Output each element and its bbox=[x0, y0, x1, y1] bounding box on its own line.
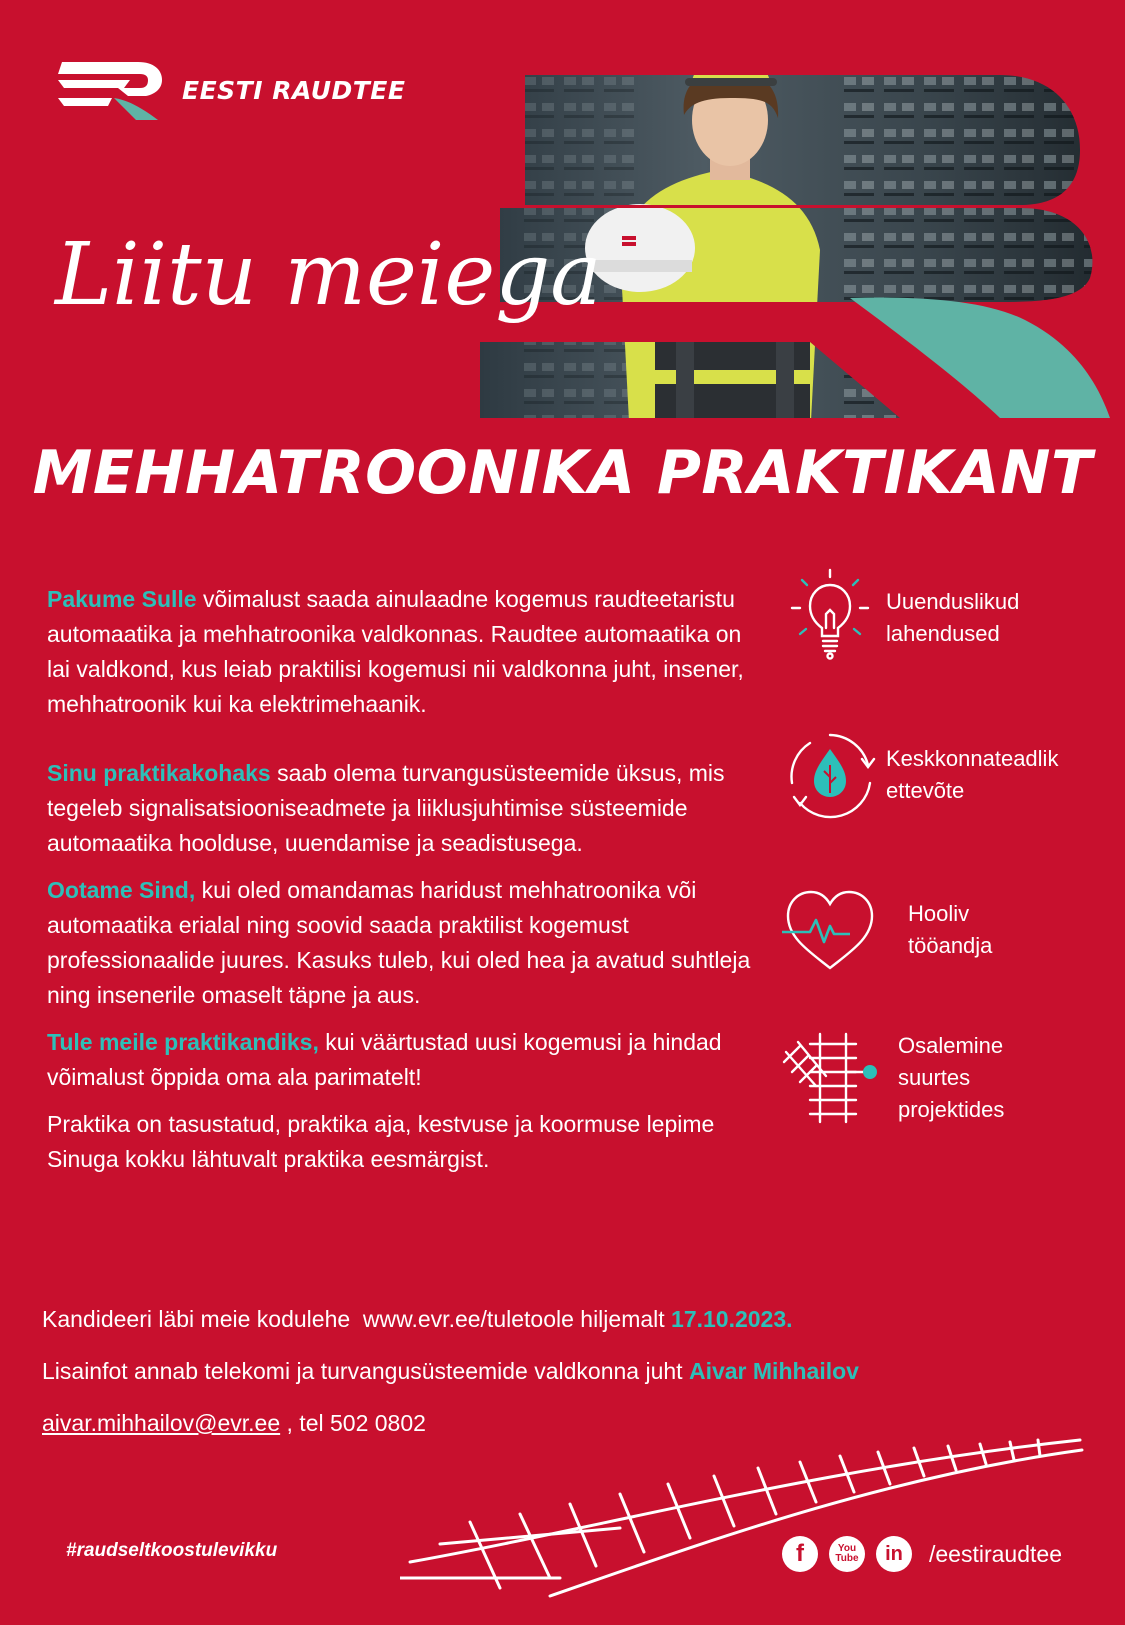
teal-brand-shape bbox=[850, 298, 1110, 418]
paragraph-pay bbox=[47, 1107, 767, 1177]
feature-care bbox=[780, 880, 1110, 980]
paragraph-lead: Sinu praktikakohaks bbox=[47, 760, 271, 786]
paragraph-text: saab olema turvangusüsteemide üksus, mis tegeleb signalisatsiooniseadmete ja liiklusjuhtimise süsteemide automaatika hoolduse, uuendamise ja seadistusega. bbox=[47, 760, 725, 856]
facebook-icon[interactable] bbox=[782, 1536, 818, 1572]
script-heading: Liitu meiega bbox=[55, 225, 602, 325]
paragraph-invite bbox=[47, 1025, 767, 1095]
lightbulb-icon bbox=[780, 568, 880, 668]
info-line bbox=[42, 1358, 859, 1385]
brand-logo[interactable] bbox=[58, 58, 405, 122]
linkedin-icon[interactable] bbox=[876, 1536, 912, 1572]
feature-eco bbox=[780, 725, 1110, 825]
email-link[interactable]: aivar.mihhailov@evr.ee bbox=[42, 1410, 281, 1436]
brand-name: EESTI RAUDTEE bbox=[182, 75, 406, 105]
paragraph-text: kui väärtustad uusi kogemusi ja hindad võimalust õppida oma ala parimatelt! bbox=[47, 1029, 722, 1090]
apply-line bbox=[42, 1306, 793, 1333]
deadline: 17.10.2023. bbox=[671, 1306, 793, 1332]
eesti-raudtee-logo-icon bbox=[58, 58, 162, 122]
contact-name: Aivar Mihhailov bbox=[688, 1358, 859, 1384]
railway-tracks-graphic bbox=[400, 1428, 1100, 1600]
apply-text: Kandideeri läbi meie kodulehe www.evr.ee/tuletoole hiljemalt bbox=[42, 1306, 672, 1332]
paragraph-offer bbox=[47, 582, 767, 722]
social-links bbox=[782, 1536, 1062, 1572]
hashtag: #raudseltkoostulevikku bbox=[66, 1540, 278, 1561]
feature-innovation bbox=[780, 568, 1110, 668]
job-description bbox=[47, 582, 767, 1189]
paragraph-workplace bbox=[47, 756, 767, 861]
linkedin-glyph: in bbox=[885, 1542, 903, 1565]
feature-label: Osalemine suurtes projektides bbox=[898, 1033, 1005, 1122]
email-line bbox=[42, 1410, 426, 1437]
job-title: MEHHATROONIKA PRAKTIKANT bbox=[32, 438, 1093, 508]
heart-pulse-icon bbox=[780, 880, 880, 980]
feature-projects bbox=[780, 1028, 1110, 1128]
feature-label: Keskkonnateadlik ettevõte bbox=[886, 746, 1059, 803]
paragraph-text: võimalust saada ainulaadne kogemus raudteetaristu automaatika ja mehhatroonika valdkonnas. Raudtee automaatika on lai valdkond, kus leiab praktilisi kogemusi nii valdkonna juht, insener, mehhatroonik kui ka elektrimehaanik. bbox=[47, 586, 744, 717]
info-text: Lisainfot annab telekomi ja turvangusüsteemide valdkonna juht bbox=[42, 1358, 689, 1384]
feature-label: Hooliv tööandja bbox=[908, 901, 993, 958]
phone-text: , tel 502 0802 bbox=[280, 1410, 426, 1436]
paragraph-lead: Pakume Sulle bbox=[47, 586, 197, 612]
facebook-glyph: f bbox=[796, 1540, 804, 1567]
paragraph-text: kui oled omandamas haridust mehhatroonika või automaatika erialal ning soovid saada praktilist kogemust professionaalide juures. Kasuks tuleb, kui oled hea ja avatud suhtleja ning insenerile omaselt täpne ja aus. bbox=[47, 877, 751, 1008]
youtube-icon[interactable] bbox=[829, 1536, 865, 1572]
paragraph-text: Praktika on tasustatud, praktika aja, kestvuse ja koormuse lepime Sinuga kokku lähtuvalt praktika eesmärgist. bbox=[47, 1111, 715, 1172]
railway-track-icon bbox=[780, 1028, 880, 1128]
paragraph-lead: Ootame Sind, bbox=[47, 877, 196, 903]
feature-label: Uuenduslikud lahendused bbox=[886, 589, 1020, 646]
youtube-glyph: You Tube bbox=[835, 1543, 859, 1564]
eco-leaf-icon bbox=[780, 725, 880, 825]
paragraph-requirements bbox=[47, 873, 767, 1013]
social-handle[interactable]: /eestiraudtee bbox=[929, 1540, 1062, 1567]
paragraph-lead: Tule meile praktikandiks, bbox=[47, 1029, 319, 1055]
